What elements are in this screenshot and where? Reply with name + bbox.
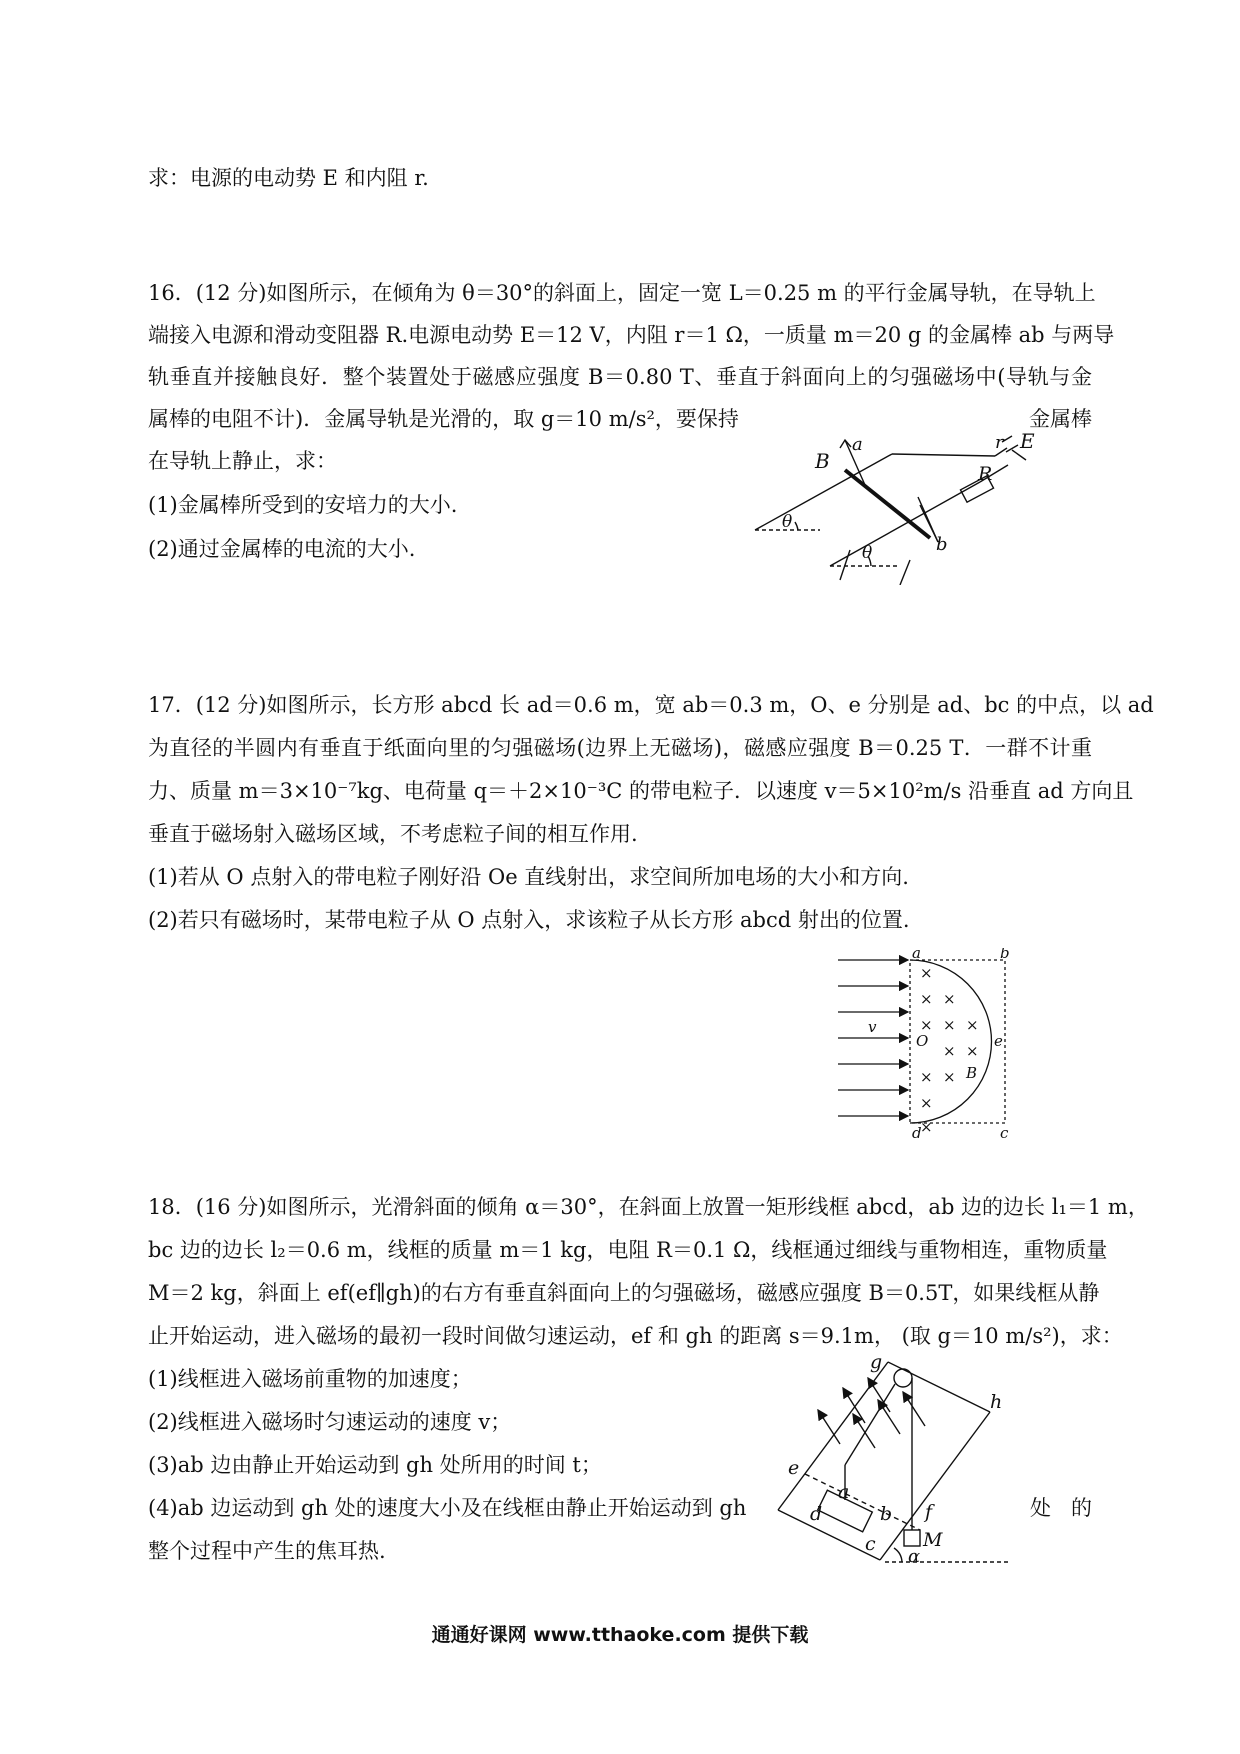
svg-text:×: × bbox=[966, 1016, 979, 1034]
point-label-O: O bbox=[916, 1032, 929, 1050]
pulley bbox=[894, 1369, 912, 1387]
q18-incline-diagram bbox=[770, 1350, 1030, 1575]
angle-label-alpha: α bbox=[908, 1546, 921, 1567]
q17-subquestion-2: (2)若只有磁场时，某带电粒子从 O 点射入，求该粒子从长方形 abcd 射出的位置. bbox=[148, 908, 910, 932]
weight-label-M: M bbox=[923, 1529, 943, 1551]
q16-line-4b: 金属棒 bbox=[1029, 407, 1092, 431]
svg-text:×: × bbox=[943, 1068, 956, 1086]
corner-label-c: c bbox=[1000, 1124, 1009, 1138]
svg-text:×: × bbox=[920, 1068, 933, 1086]
q17-line-2: 为直径的半圆内有垂直于纸面向里的匀强磁场(边界上无磁场)，磁感应强度 B＝0.25 T．一群不计重 bbox=[148, 736, 1092, 760]
frame-label-b: b bbox=[880, 1503, 893, 1525]
rail-top bbox=[892, 454, 995, 456]
q18-subquestion-4c: 的 bbox=[1071, 1496, 1092, 1520]
field-label-B: B bbox=[815, 449, 830, 473]
q16-line-3: 轨垂直并接触良好．整个装置处于磁感应强度 B＝0.80 T、垂直于斜面向上的匀强磁场中(导轨与金 bbox=[148, 365, 1092, 389]
q17-subquestion-1: (1)若从 O 点射入的带电粒子刚好沿 Oe 直线射出，求空间所加电场的大小和方向. bbox=[148, 865, 909, 889]
svg-text:×: × bbox=[920, 990, 933, 1008]
q18-line-5: 整个过程中产生的焦耳热. bbox=[148, 1539, 386, 1563]
q18-line-2: bc 边的边长 l₂＝0.6 m，线框的质量 m＝1 kg，电阻 R＝0.1 Ω，线框通过细线与重物相连，重物质量 bbox=[148, 1238, 1108, 1262]
q17-line-3: 力、质量 m＝3×10⁻⁷kg、电荷量 q＝＋2×10⁻³C 的带电粒子．以速度 v＝5×10²m/s 沿垂直 ad 方向且 bbox=[148, 779, 1134, 803]
corner-label-a: a bbox=[912, 948, 921, 962]
rod-label-a: a bbox=[852, 434, 863, 455]
angle-label-1: θ bbox=[782, 512, 793, 532]
svg-text:×: × bbox=[966, 1042, 979, 1060]
frame-label-c: c bbox=[865, 1533, 876, 1555]
footer-source: 通通好课网 www.tthaoke.com 提供下载 bbox=[431, 1624, 809, 1646]
q18-subquestion-4a: (4)ab 边运动到 gh 处的速度大小及在线框由静止开始运动到 gh bbox=[148, 1496, 747, 1520]
q18-subquestion-4b: 处 bbox=[1030, 1496, 1051, 1520]
carryover-question-line: 求：电源的电动势 E 和内阻 r. bbox=[148, 166, 429, 190]
q17-line-1: 17．(12 分)如图所示，长方形 abcd 长 ad＝0.6 m，宽 ab＝0.3 m，O、e 分别是 ad、bc 的中点，以 ad bbox=[148, 693, 1154, 717]
q16-line-5: 在导轨上静止，求： bbox=[148, 449, 337, 473]
svg-text:×: × bbox=[943, 990, 956, 1008]
q16-subquestion-1: (1)金属棒所受到的安培力的大小. bbox=[148, 493, 458, 517]
corner-label-b: b bbox=[1000, 948, 1010, 962]
svg-text:×: × bbox=[943, 1016, 956, 1034]
point-label-g: g bbox=[870, 1351, 883, 1373]
rod-label-b: b bbox=[936, 534, 948, 555]
point-label-h: h bbox=[990, 1391, 1003, 1413]
rail-lower bbox=[830, 482, 980, 566]
velocity-label-v: v bbox=[868, 1018, 877, 1036]
point-label-e: e bbox=[788, 1457, 800, 1479]
emf-label: E bbox=[1020, 430, 1035, 453]
q16-line-4a: 属棒的电阻不计)．金属导轨是光滑的，取 g＝10 m/s²，要保持 bbox=[148, 407, 739, 431]
point-label-f: f bbox=[925, 1501, 933, 1523]
rheostat-label: R bbox=[978, 463, 993, 485]
point-label-e: e bbox=[994, 1032, 1003, 1050]
angle-label-2: θ bbox=[862, 543, 873, 563]
q17-line-4: 垂直于磁场射入磁场区域，不考虑粒子间的相互作用. bbox=[148, 822, 638, 846]
svg-text:×: × bbox=[920, 1094, 933, 1112]
svg-text:×: × bbox=[920, 964, 933, 982]
frame-label-a: a bbox=[838, 1481, 850, 1503]
q16-line-1: 16．(12 分)如图所示，在倾角为 θ＝30°的斜面上，固定一宽 L＝0.25 m 的平行金属导轨，在导轨上 bbox=[148, 281, 1096, 305]
q18-line-3: M＝2 kg，斜面上 ef(ef∥gh)的右方有垂直斜面向上的匀强磁场，磁感应强度 B＝0.5T，如果线框从静 bbox=[148, 1281, 1100, 1305]
q18-line-1: 18．(16 分)如图所示，光滑斜面的倾角 α＝30°，在斜面上放置一矩形线框 abcd，ab 边的边长 l₁＝1 m， bbox=[148, 1195, 1149, 1219]
field-label-B: B bbox=[966, 1064, 978, 1082]
q16-subquestion-2: (2)通过金属棒的电流的大小. bbox=[148, 537, 416, 561]
svg-text:×: × bbox=[943, 1042, 956, 1060]
frame-label-d: d bbox=[810, 1503, 823, 1525]
q18-line-4: 止开始运动，进入磁场的最初一段时间做匀速运动，ef 和 gh 的距离 s＝9.1m， (取 g＝10 m/s²)，求： bbox=[148, 1324, 1123, 1348]
q18-subquestion-1: (1)线框进入磁场前重物的加速度； bbox=[148, 1367, 472, 1391]
q16-line-2: 端接入电源和滑动变阻器 R.电源电动势 E＝12 V，内阻 r＝1 Ω，一质量 m＝20 g 的金属棒 ab 与两导 bbox=[148, 323, 1115, 347]
weight-M bbox=[904, 1530, 920, 1546]
internal-resistance-label: r bbox=[995, 432, 1004, 453]
q16-rail-diagram bbox=[750, 430, 1060, 585]
q17-magnetic-field-diagram bbox=[838, 948, 1028, 1138]
metal-rod-ab bbox=[845, 470, 930, 538]
field-crosses bbox=[920, 964, 979, 1136]
q18-subquestion-2: (2)线框进入磁场时匀速运动的速度 v； bbox=[148, 1410, 512, 1434]
svg-text:×: × bbox=[920, 1016, 933, 1034]
q18-subquestion-3: (3)ab 边由静止开始运动到 gh 处所用的时间 t； bbox=[148, 1453, 602, 1477]
corner-label-d: d bbox=[912, 1124, 922, 1138]
svg-text:×: × bbox=[920, 1118, 933, 1136]
